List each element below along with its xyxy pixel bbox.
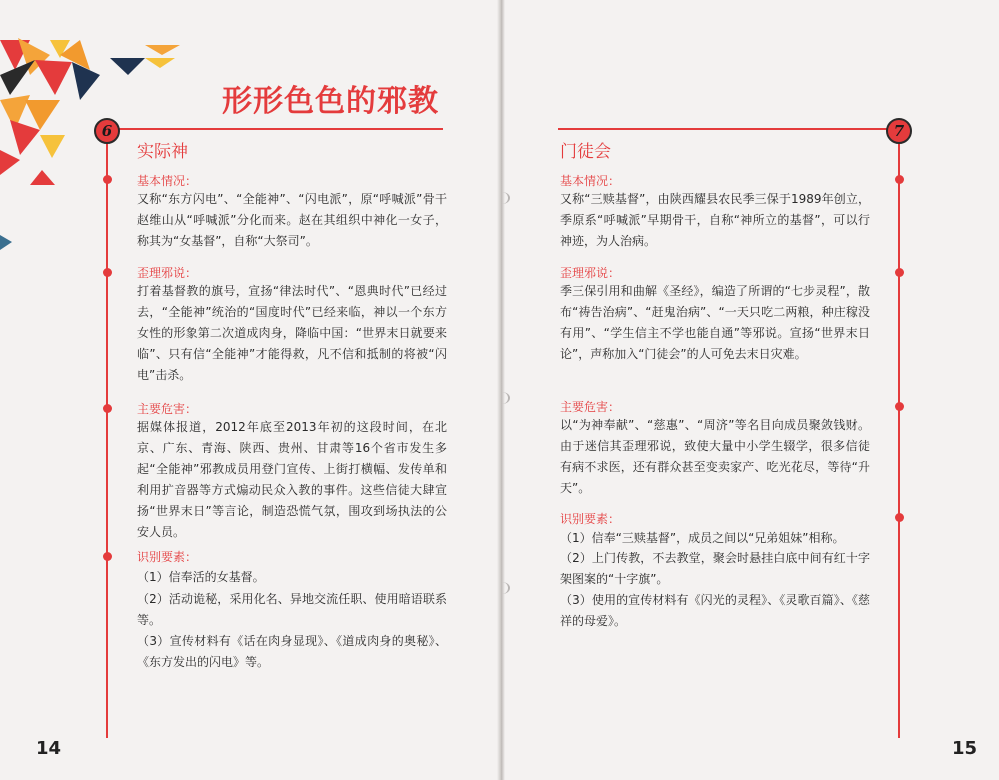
heresy-label: 歪理邪说： xyxy=(137,266,198,280)
harm-label: 主要危害： xyxy=(137,402,198,416)
section-number-badge: 6 xyxy=(94,118,120,144)
header-rule xyxy=(558,128,898,130)
section-heading: 实际神 xyxy=(137,142,188,162)
section-heading: 门徒会 xyxy=(560,142,611,162)
timeline-dot xyxy=(103,404,112,413)
timeline-dot xyxy=(103,175,112,184)
timeline-line xyxy=(898,140,900,738)
basic-info-text: 又称“三赎基督”，由陕西耀县农民季三保于1989年创立，季原系“呼喊派”早期骨干，自称“神所立的基督”，可以行神迹，为人治病。 xyxy=(560,192,870,248)
identification-item: （1）信奉活的女基督。 xyxy=(137,570,265,584)
section-number-badge: 7 xyxy=(886,118,912,144)
page-number: 15 xyxy=(952,738,978,759)
page-title: 形形色色的邪教 xyxy=(222,84,439,119)
right-page xyxy=(502,0,999,780)
harm-text: 以“为神奉献”、“慈惠”、“周济”等名目向成员聚敛钱财。由于迷信其歪理邪说，致使大量中小学生辍学，很多信徒有病不求医，还有群众甚至变卖家产、吃光花尽，等待“升天”。 xyxy=(560,418,870,495)
heresy-label: 歪理邪说： xyxy=(560,266,621,280)
timeline-dot xyxy=(103,268,112,277)
basic-info-label: 基本情况： xyxy=(560,174,621,188)
timeline-dot xyxy=(103,552,112,561)
binding-staple xyxy=(494,392,510,404)
book-spine xyxy=(497,0,505,780)
timeline-dot xyxy=(895,402,904,411)
identification-label: 识别要素： xyxy=(137,550,198,564)
left-page xyxy=(0,0,499,780)
heresy-text: 季三保引用和曲解《圣经》，编造了所谓的“七步灵程”，散布“祷告治病”、“赶鬼治病”、“一天只吃二两粮，种庄稼没有用”、“学生信主不学也能自通”等邪说。宣扬“世界末日论”，声称加入“门徒会”的人可免去末日灾难。 xyxy=(560,284,870,361)
harm-label: 主要危害： xyxy=(560,400,621,414)
header-rule xyxy=(118,128,443,130)
timeline-dot xyxy=(895,268,904,277)
timeline-dot xyxy=(895,175,904,184)
identification-item: （1）信奉“三赎基督”，成员之间以“兄弟姐妹”相称。 xyxy=(560,531,845,545)
timeline-dot xyxy=(895,513,904,522)
identification-item: （3）宣传材料有《话在肉身显现》、《道成肉身的奥秘》、《东方发出的闪电》等。 xyxy=(137,634,447,669)
harm-text: 据媒体报道，2012年底至2013年初的这段时间，在北京、广东、青海、陕西、贵州、甘肃等16个省市发生多起“全能神”邪教成员用登门宣传、上街打横幅、发传单和利用扩音器等方式煽动民众入教的事件。这些信徒大肆宣扬“世界末日”等言论，制造恐慌气氛，围攻到场执法的公安人员。 xyxy=(137,420,447,539)
identification-item: （2）活动诡秘，采用化名、异地交流任职、使用暗语联系等。 xyxy=(137,592,447,627)
binding-staple xyxy=(494,192,510,204)
basic-info-label: 基本情况： xyxy=(137,174,198,188)
timeline-line xyxy=(106,140,108,738)
identification-item: （2）上门传教，不去教堂，聚会时悬挂白底中间有红十字架图案的“十字旗”。 xyxy=(560,551,870,586)
binding-staple xyxy=(494,582,510,594)
page-number: 14 xyxy=(36,738,62,759)
heresy-text: 打着基督教的旗号，宣扬“律法时代”、“恩典时代”已经过去，“全能神”统治的“国度时代”已经来临，神以一个东方女性的形象第二次道成肉身，降临中国：“世界末日就要来临”、只有信“全能神”才能得救，凡不信和抵制的将被“闪电”击杀。 xyxy=(137,284,447,382)
identification-item: （3）使用的宣传材料有《闪光的灵程》、《灵歌百篇》、《慈祥的母爱》。 xyxy=(560,593,870,628)
identification-label: 识别要素： xyxy=(560,512,621,526)
basic-info-text: 又称“东方闪电”、“全能神”、“闪电派”，原“呼喊派”骨干赵维山从“呼喊派”分化而来。赵在其组织中神化一女子，称其为“女基督”，自称“大祭司”。 xyxy=(137,192,447,248)
